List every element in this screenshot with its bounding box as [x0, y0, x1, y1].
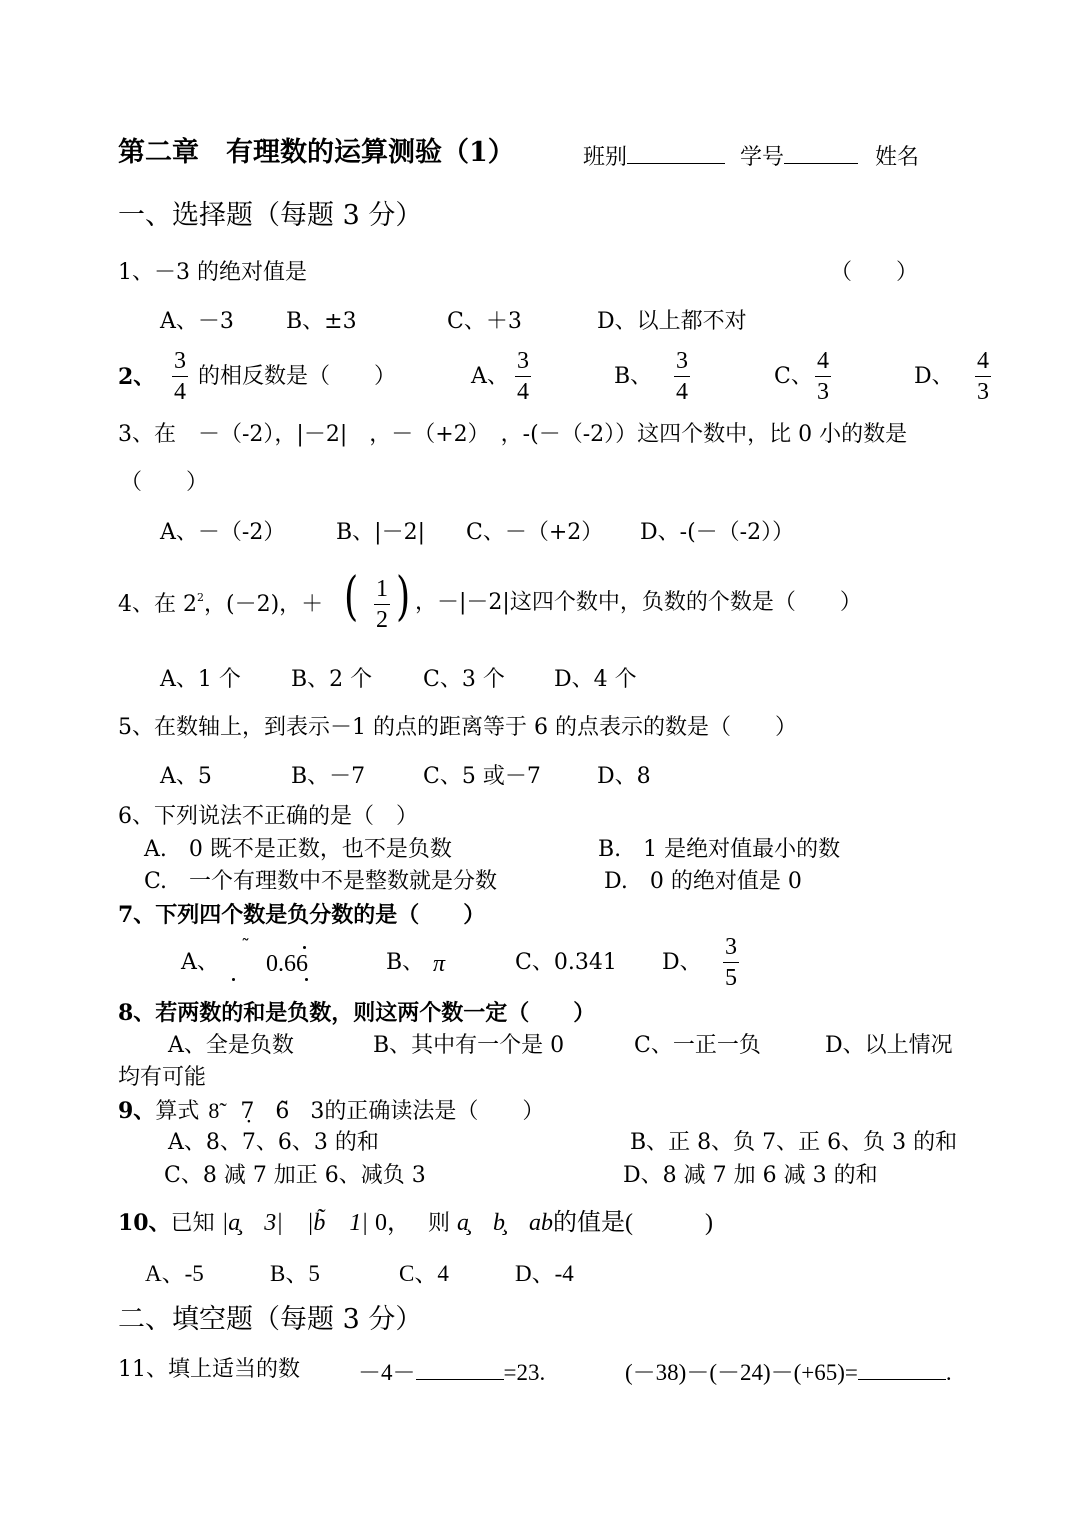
q3-option-d: D、-(－（-2）） [640, 520, 795, 545]
q8-stem: 8、若两数的和是负数，则这两个数一定（ ） [118, 1000, 596, 1026]
q7-option-d-label: D、 [662, 950, 702, 975]
page-title: 第二章 有理数的运算测验（1） [118, 137, 515, 168]
q9-option-b: B、正 8、负 7、正 6、负 3 的和 [630, 1130, 958, 1155]
q8-option-b: B、其中有一个是 0 [373, 1033, 565, 1058]
q3-option-b: B、|－2| [336, 520, 425, 545]
q5-option-c: C、5 或－7 [423, 764, 541, 789]
q8-option-c: C、一正一负 [634, 1033, 761, 1058]
q9-expr-8: 8̃ [208, 1098, 220, 1123]
section1-heading: 一、选择题（每题 3 分） [118, 200, 423, 231]
q2-label-a: A、 [471, 364, 509, 389]
q10-option-b: B、5 [270, 1261, 320, 1286]
q7-option-a-tilde: ˜ [241, 936, 250, 957]
q10-expr-zero: 0， [375, 1210, 412, 1236]
q11-part1: －4－ =23. [358, 1360, 546, 1385]
q2-fraction-d: 4 3 [977, 348, 989, 405]
q6-option-c: C. 一个有理数中不是整数就是分数 [144, 869, 498, 894]
q10-expr-ab: a̧ b̧ ab [457, 1210, 554, 1236]
class-field [583, 143, 919, 169]
q7-stem: 7、下列四个数是负分数的是（ ） [118, 902, 486, 928]
q10-stem: 10、已知 |a̧ 3| |b̃ 1| 0， 则 a̧ b̧ ab的值是( ) [118, 1210, 714, 1236]
q2-fraction-a: 3 4 [517, 348, 529, 405]
q7-recurring-dot-bottom [305, 978, 308, 981]
q2-label-c: C、 [774, 364, 813, 389]
q1-stem: 1、－3 的绝对值是 [118, 260, 307, 285]
q9-option-c: C、8 减 7 加正 6、减负 3 [164, 1163, 426, 1188]
q10-option-a: A、-5 [145, 1261, 204, 1286]
q7-option-a-label: A、 [181, 950, 219, 975]
q4-right-paren: ) [396, 567, 411, 627]
q2-fraction-c: 4 3 [817, 348, 829, 405]
q5-option-d: D、8 [597, 764, 651, 789]
q5-option-a: A、5 [160, 764, 212, 789]
q4-stem-c: ，－|－2|这四个数中，负数的个数是（ ） [415, 590, 862, 615]
q8-option-a: A、全是负数 [168, 1033, 294, 1058]
number-label: 学号 [740, 145, 785, 170]
q2-label-b: B、 [614, 364, 653, 389]
q8-option-d: D、以上情况 [825, 1033, 953, 1058]
q11-stem: 11、填上适当的数 [118, 1357, 300, 1382]
q2-number: 2、 [118, 364, 156, 390]
q1-option-a: A、－3 [160, 309, 234, 334]
q4-exponent: 2 [197, 591, 204, 604]
q7-option-a-dot-below [232, 978, 235, 981]
q9-expr-6: 6̃ [275, 1099, 290, 1124]
q11-blank-2[interactable] [858, 1359, 946, 1380]
q1-option-c: C、＋3 [447, 309, 522, 334]
q1-option-d: D、以上都不对 [597, 309, 747, 334]
q7-option-b-value: π [433, 951, 446, 977]
section2-heading: 二、填空题（每题 3 分） [118, 1304, 423, 1335]
q2-fraction-stem: 3 4 [174, 348, 186, 405]
q7-option-d-fraction: 3 5 [725, 934, 737, 991]
q3-option-a: A、－（-2） [160, 520, 286, 545]
q4-fraction: 1 2 [376, 576, 388, 633]
q4-option-c: C、3 个 [423, 667, 505, 692]
q5-stem: 5、在数轴上，到表示－1 的点的距离等于 6 的点表示的数是（ ） [118, 715, 797, 740]
q6-option-a: A. 0 既不是正数，也不是负数 [144, 837, 452, 862]
q7-option-c: C、0.341 [515, 950, 617, 975]
q5-option-b: B、－7 [291, 764, 366, 789]
q7-recurring-dot-top [303, 946, 306, 949]
q3-stem: 3、在 －（-2），|－2| ，－（+2） ，-(－（-2））这四个数中，比 0 小的数是 [118, 422, 908, 447]
q11-blank-1[interactable] [416, 1359, 504, 1380]
number-blank[interactable] [784, 143, 858, 164]
q9-option-a: A、8、7、6、3 的和 [168, 1130, 379, 1155]
q11-part2: (－38)－(－24)－(+65)= . [625, 1360, 952, 1385]
q3-paren: （ ） [120, 470, 209, 495]
q1-option-b: B、±3 [286, 309, 357, 334]
q6-stem: 6、下列说法不正确的是（ ） [118, 804, 418, 829]
q4-option-a: A、1 个 [160, 667, 241, 692]
q1-paren: （ ） [830, 260, 919, 285]
q9-expr-3: 3 [310, 1099, 325, 1124]
q7-option-b-label: B、 [386, 950, 425, 975]
class-blank[interactable] [627, 143, 725, 164]
q4-left-paren: ( [344, 567, 359, 627]
name-label: 姓名 [875, 145, 920, 170]
class-label: 班别 [583, 145, 628, 170]
q4-option-b: B、2 个 [291, 667, 373, 692]
q7-option-a-value: 0.66 [266, 951, 308, 977]
q9-option-d: D、8 减 7 加 6 减 3 的和 [623, 1163, 878, 1188]
q2-stem: 的相反数是（ ） [198, 364, 397, 389]
q6-option-d: D. 0 的绝对值是 0 [604, 869, 802, 894]
q10-option-c: C、4 [399, 1261, 449, 1286]
q8-continuation: 均有可能 [118, 1065, 207, 1090]
q6-option-b: B. 1 是绝对值最小的数 [598, 837, 841, 862]
q10-expr-abs: |a̧ 3| |b̃ 1| [221, 1210, 369, 1236]
q3-option-c: C、－（+2） [466, 520, 604, 545]
q10-option-d: D、-4 [515, 1261, 574, 1286]
q4-stem-a: 4、在 $2^2$，(－2)，＋ [118, 591, 324, 617]
q9-stem: 9、算式 8̃ 7̣ 6̃ 3的正确读法是（ ） [118, 1098, 545, 1124]
q9-expr-7: 7̣ [240, 1099, 255, 1124]
q2-fraction-b: 3 4 [676, 348, 688, 405]
q4-option-d: D、4 个 [554, 667, 637, 692]
q2-label-d: D、 [914, 364, 954, 389]
